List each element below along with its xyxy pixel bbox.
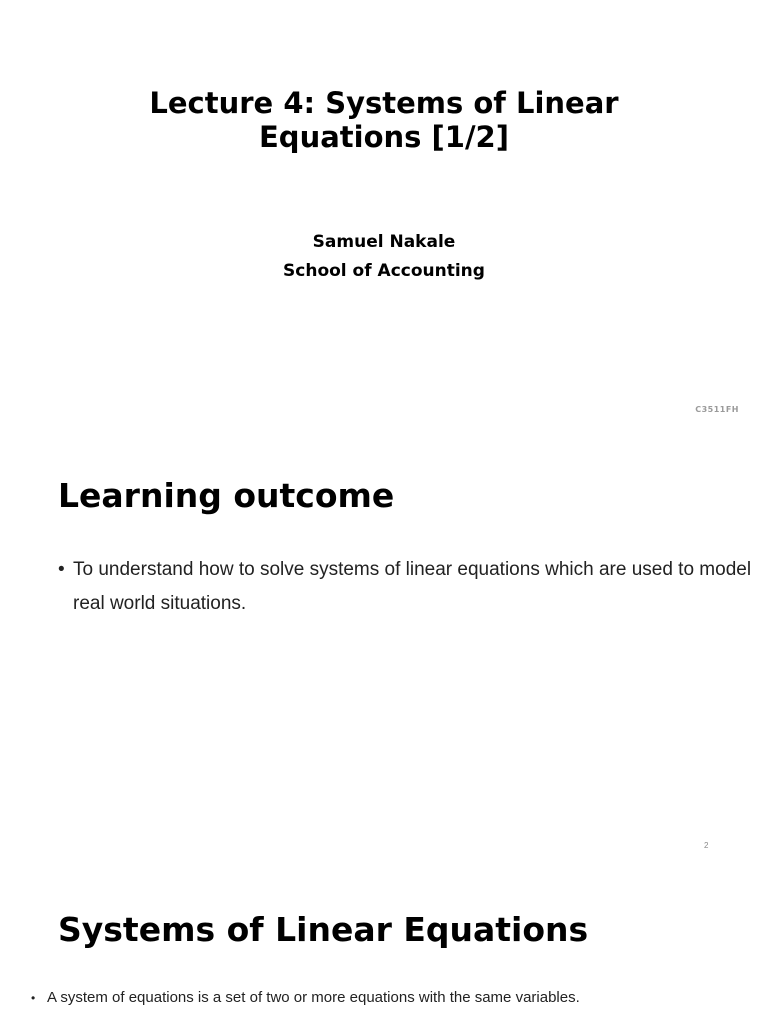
bullet-dot-icon: •	[58, 559, 65, 580]
bullet-list	[58, 553, 764, 621]
bullet-dot-icon: •	[31, 991, 36, 1005]
author-school: School of Accounting	[283, 261, 485, 281]
bullet-item	[31, 988, 761, 1008]
course-code: C3511FH	[695, 405, 739, 414]
page-number: 2	[704, 841, 709, 850]
lecture-title-line-2: Equations [1/2]	[259, 120, 509, 154]
author-name: Samuel Nakale	[312, 232, 456, 252]
bullet-list	[31, 988, 761, 1008]
lecture-title	[0, 86, 768, 154]
bullet-text: To understand how to solve systems of linear equations which are used to model real world situations.	[73, 559, 752, 614]
lecture-title-line-1: Lecture 4: Systems of Linear	[149, 86, 619, 120]
slide-heading: Systems of Linear Equations	[58, 910, 589, 949]
title-slide	[0, 0, 768, 434]
bullet-text: A system of equations is a set of two or more equations with the same variables.	[47, 989, 580, 1006]
bullet-item	[58, 553, 764, 621]
systems-slide	[0, 868, 768, 1024]
slide-heading: Learning outcome	[58, 476, 395, 515]
learning-outcome-slide	[0, 434, 768, 868]
author-block	[0, 228, 768, 286]
